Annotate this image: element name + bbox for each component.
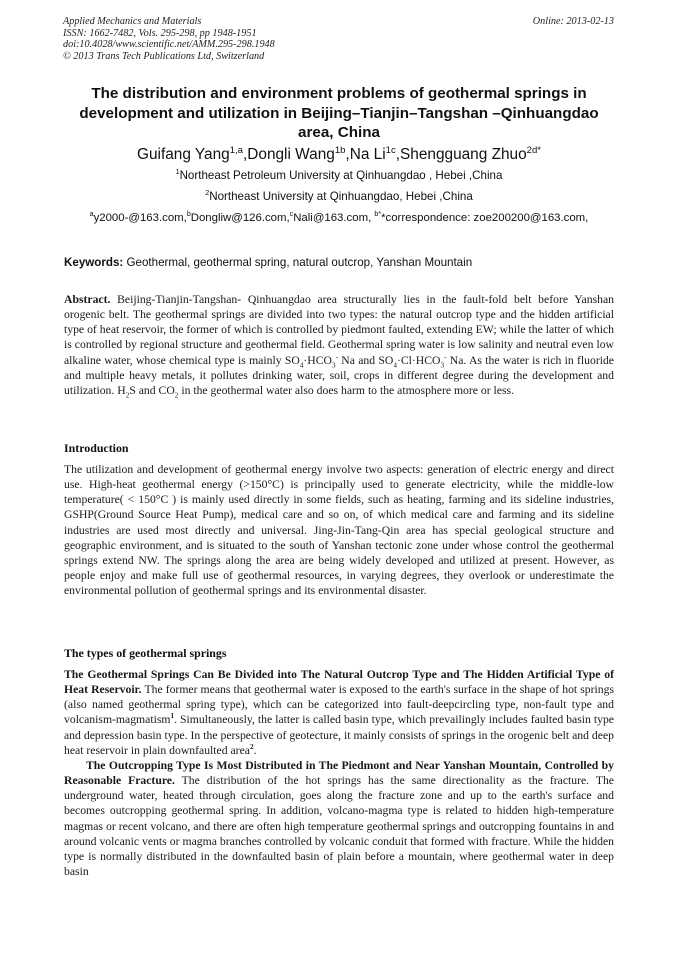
abstract: Abstract. Beijing-Tianjin-Tangshan- Qinhuangdao area structurally lies in the fault-fold belt before Yanshan orogenic belt. The geothermal springs are divided into two types: the natural outcrop type and the hidden artificial type of heat reservoir, the former of which is controlled by piedmont faulted, extending EW; while the latter of which is controlled by regional structure and geothermal field. Geothermal spring water is low salinity and neutral even low alkaline water, whose chemical type is mainly $SO_4\cdot HCO_3^-$ Na and $SO_4\cdot Cl\cdot HCO_3^-$ Na. As the water is rich in fluoride and multiple heavy metals, it pollutes drinking water, soil, crops in different degree during the development and utilization. $H_2S$ and $CO_2$ in the geothermal water also does harm to the atmosphere more or less.: [64, 293, 614, 400]
copyright-line: © 2013 Trans Tech Publications Ltd, Switzerland: [63, 50, 265, 62]
author-affiliation-mark: 2d*: [526, 144, 541, 156]
introduction-heading: Introduction: [64, 441, 129, 455]
types-paragraph-2: The Outcropping Type Is Most Distributed in The Piedmont and Near Yanshan Mountain, Controlled by Reasonable Fracture. The distribution of the hot springs has the same directionality as the fracture. The underground water, heated through circulation, goes along the fracture zone and up to the earth's surface and becomes outcropping geothermal spring. In addition, volcano-magma type is related to hidden high-temperature magmas or recent volcano, and there are often high temperature geothermal springs and outcropping fountains in and around volcanic vents or magma branches controlled by volcanic conduit that formed with fracture. While the hidden type is normally distributed in the downfaulted basin of plain before a mountain, where geothermal water in deep basin: [64, 758, 614, 879]
types-heading: The types of geothermal springs: [64, 646, 227, 660]
author-affiliation-mark: 1,a: [229, 144, 243, 156]
author-affiliation-mark: 1c: [385, 144, 396, 156]
author-name: Shengguang Zhuo: [400, 146, 527, 163]
paper-title: The distribution and environment problems of geothermal springs in development and utilization in Beijing–Tianjin–Tangshan –Qinhuangdao area, China: [79, 85, 599, 141]
author-affiliation-mark: 1b: [334, 144, 346, 156]
author-list: Guifang Yang$^{1,a}$,Dongli Wang$^{1b}$,Na $Li^{1c},Shengguang$ Zhuo$^{2d*}$: [137, 144, 541, 163]
author-emails: $^a$y2000-@163.com,$^b$Dongliw@126.com,$^c$Nali@163.com, $^{b*}$*correspondence: zoe200200@163.com,: [89, 211, 589, 224]
keywords-text: Geothermal, geothermal spring, natural outcrop, Yanshan Mountain: [123, 256, 473, 269]
email-b[interactable]: Dongliw@126.com,: [190, 212, 290, 224]
doi-line[interactable]: doi:10.4028/www.scientific.net/AMM.295-298.1948: [63, 39, 275, 51]
types-paragraph-1: The Geothermal Springs Can Be Divided into The Natural Outcrop Type and The Hidden Artificial Type of Heat Reservoir. The former means that geothermal water is exposed to the earth's surface in the shape of hot springs (also named geothermal spring type), which can be categorized into fault-deepcircling type, non-fault type and volcanism-magmatism$^1$. Simultaneously, the latter is called basin type, which prevailingly includes faulted basin type and depression basin type. In the perspective of geotecture, it mainly consists of springs in the orogenic belt and deep heat reservoir in plain downfaulted area$^2$.: [64, 668, 614, 757]
keywords-label: Keywords:: [64, 256, 124, 269]
abstract-label: Abstract.: [64, 293, 111, 306]
online-date: Online: 2013-02-13: [532, 16, 614, 27]
introduction-body: The utilization and development of geothermal energy involve two aspects: generation of electric energy and direct use. High-heat geothermal energy (>150°C) is principally used to generate electricity, while the middle-low temperature( < 150°C ) is mainly used directly in some fields, such as heating, farming and its sideline industries, GSHP(Ground Source Heat Pump), medical care and so on, of which medical care and farming and its sideline industries are used most directly and universal. Jing-Jin-Tang-Qin area has special geological structure and geographic environment, and is situated to the south of Yanshan tectonic zone under whose control the geothermal springs extend NW. The springs along the area are being widely developed and utilized at present. However, as people enjoy and make full use of geothermal resources, in varying degrees, they overlook or underestimate the environmental pollution of geothermal springs and its environmental disaster.: [64, 463, 614, 598]
email-c[interactable]: Nali@163.com,: [293, 212, 372, 224]
keywords: [64, 256, 614, 270]
journal-name: Applied Mechanics and Materials: [63, 16, 202, 27]
publication-info: [63, 16, 275, 62]
affiliation-1: $^1$Northeast Petroleum University at Qinhuangdao , Hebei ,China: [175, 167, 503, 182]
citation-ref[interactable]: 2: [249, 742, 254, 751]
issn-line: ISSN: 1662-7482, Vols. 295-298, pp 1948-1951: [63, 27, 257, 39]
email-correspondence[interactable]: *correspondence: zoe200200@163.com,: [381, 212, 589, 224]
affiliation-2: $^2$Northeast University at Qinhuangdao, Hebei ,China: [205, 188, 473, 203]
author-name: Na Li: [349, 146, 386, 163]
types-body: [64, 667, 614, 879]
citation-ref[interactable]: 1: [170, 712, 175, 721]
email-a[interactable]: y2000-@163.com,: [93, 212, 187, 224]
author-name: Guifang Yang: [137, 146, 230, 163]
author-name: Dongli Wang: [247, 146, 335, 163]
